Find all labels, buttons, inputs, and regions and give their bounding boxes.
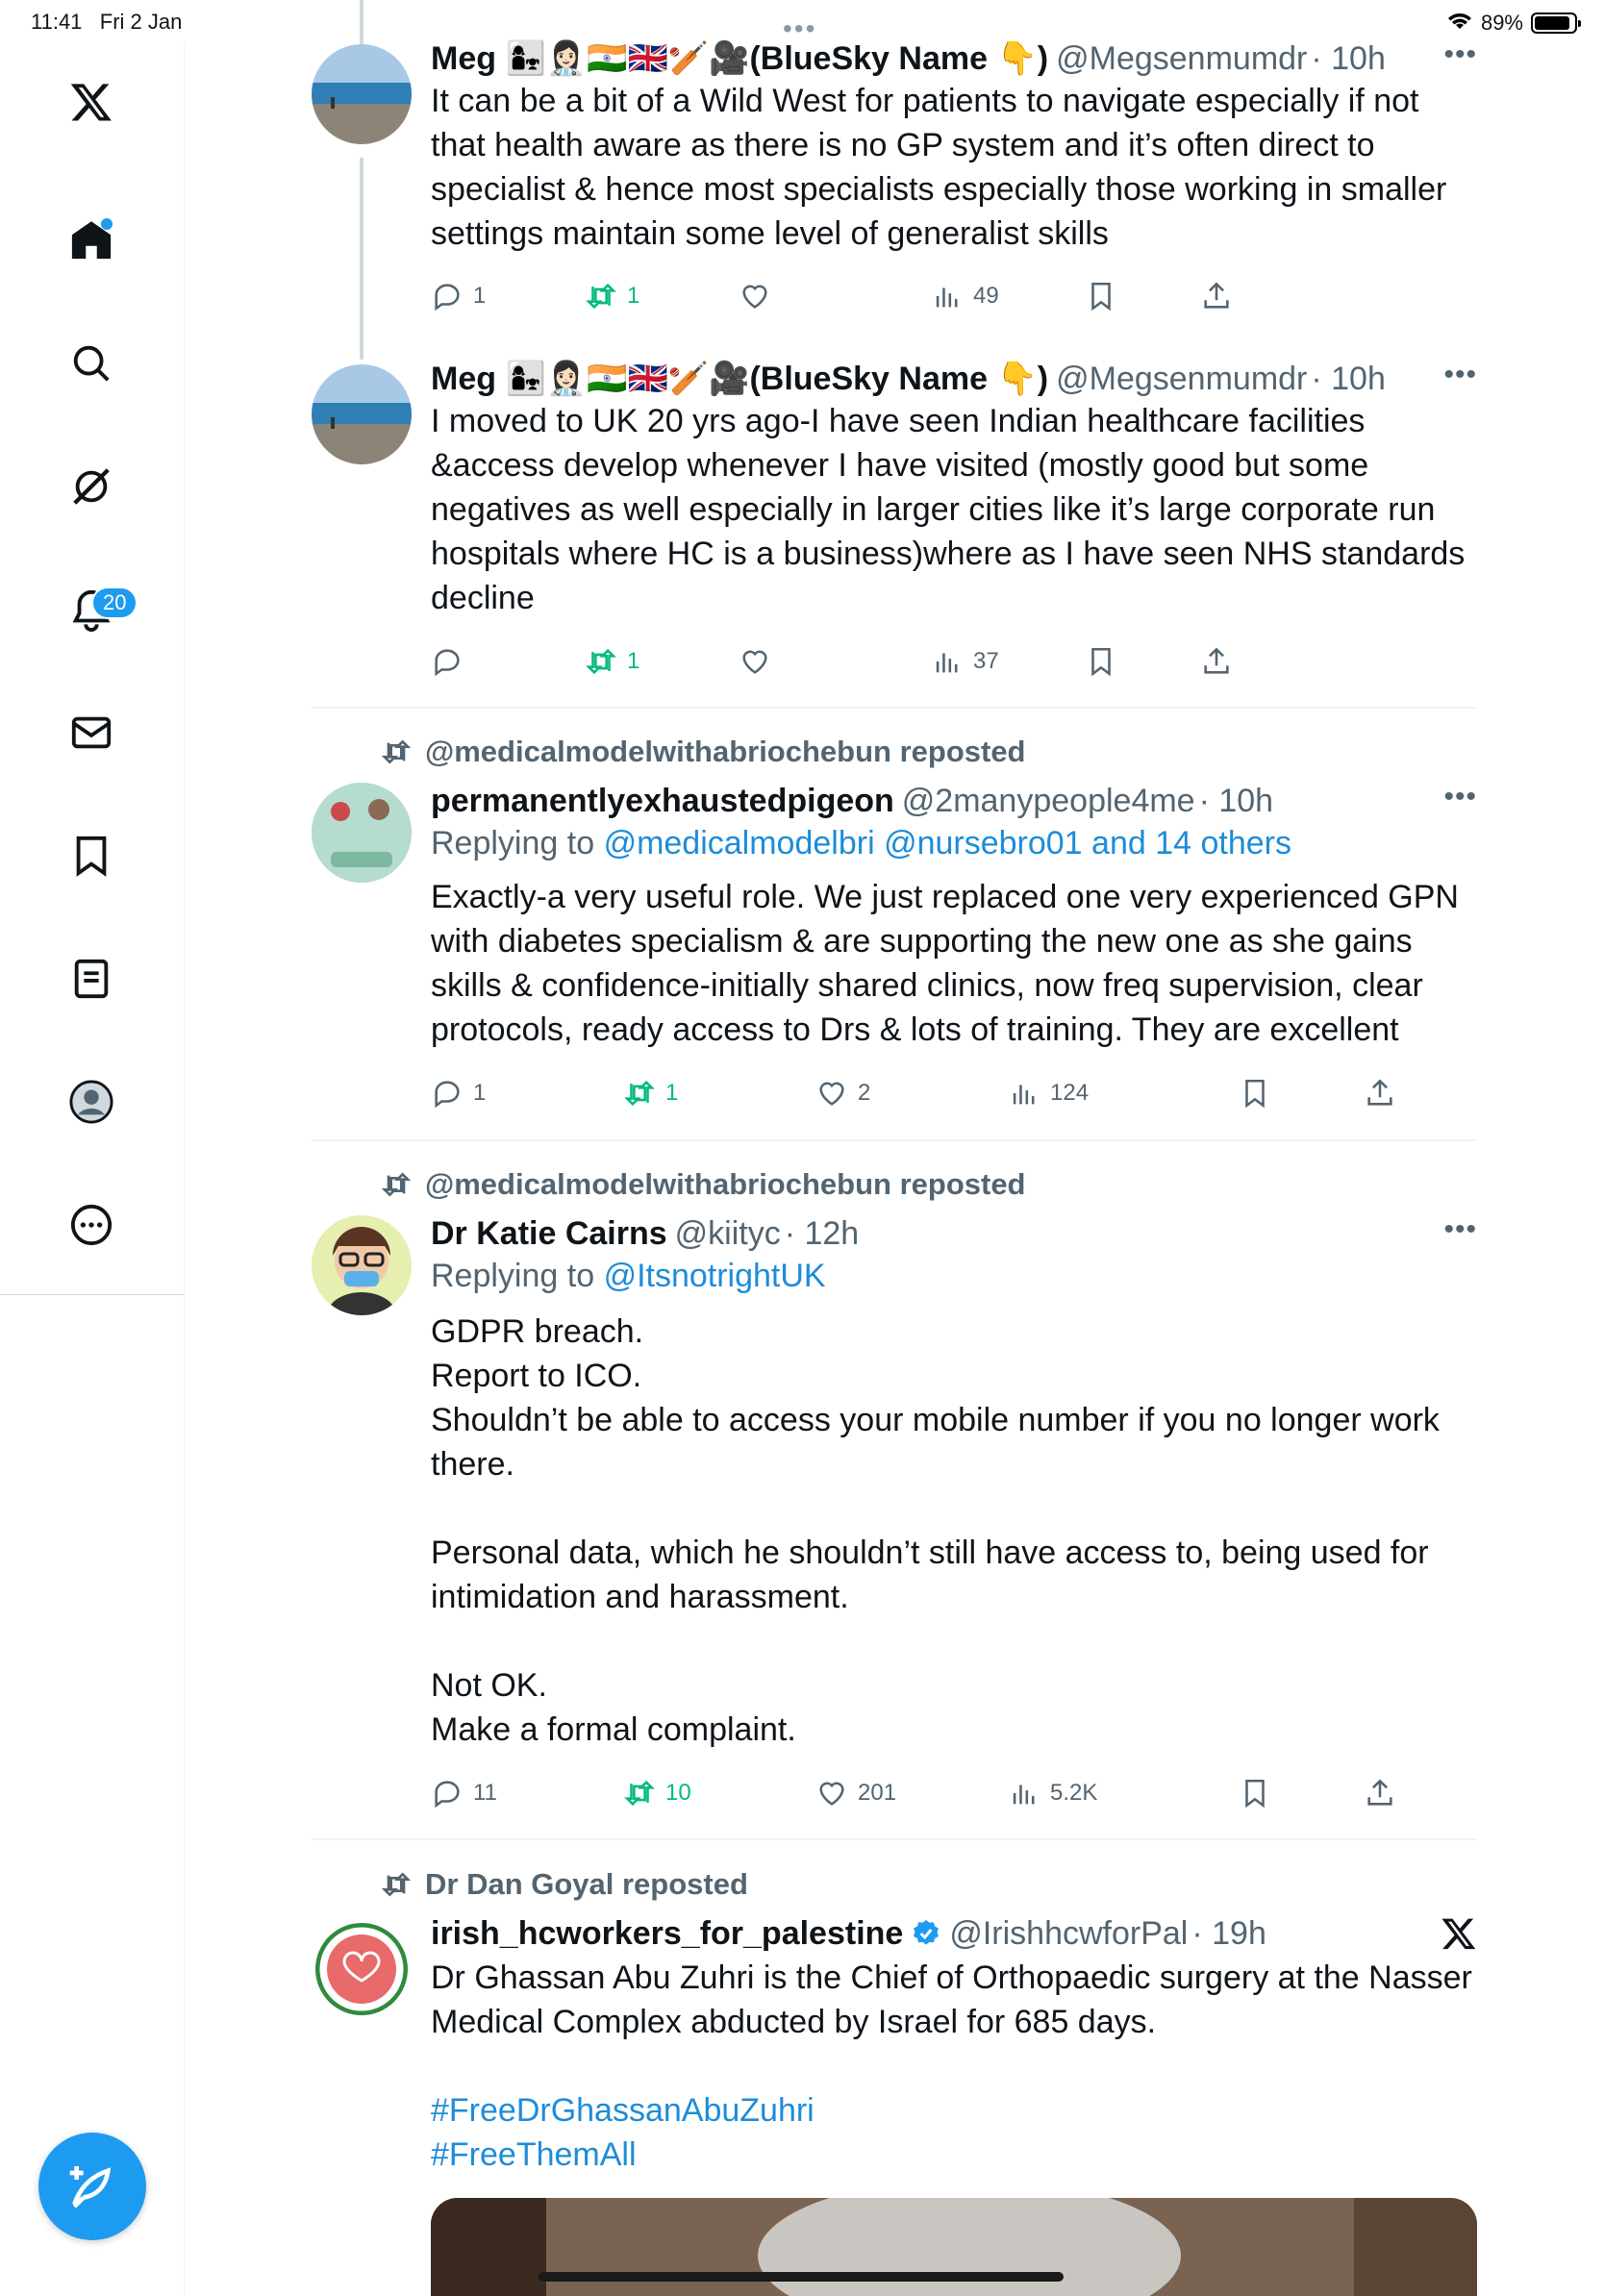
heart-icon (739, 645, 771, 678)
notification-badge: 20 (91, 586, 138, 619)
reply-icon (431, 1777, 464, 1809)
lists-icon (69, 957, 113, 1001)
avatar[interactable] (315, 1923, 408, 2015)
bookmark-button[interactable] (1239, 1069, 1271, 1117)
reply-button[interactable]: 1 (431, 272, 486, 320)
views-icon (1008, 1777, 1040, 1809)
status-time: 11:41 Fri 2 Jan (31, 10, 183, 34)
like-button[interactable] (739, 637, 771, 686)
compose-button[interactable] (38, 2133, 146, 2240)
verified-badge-icon (911, 1918, 941, 1949)
handle[interactable]: @2manypeople4me (901, 783, 1195, 819)
repost-button[interactable]: 1 (623, 1069, 678, 1117)
tweet-header (431, 1213, 1477, 1254)
tweet-text: I moved to UK 20 yrs ago-I have seen Indian healthcare facilities &access develop whenever I have visited (mostly good but some negatives as well especially in larger cities like it’s large corporate run hospitals where HC is a business)where as I have seen NHS standards decline (431, 403, 1466, 616)
avatar[interactable] (312, 1215, 412, 1315)
like-button[interactable]: 2 (815, 1069, 870, 1117)
tweet-text: Dr Ghassan Abu Zuhri is the Chief of Orthopaedic surgery at the Nasser Medical Complex abducted by Israel for 685 days. #FreeDrGhassanAbuZuhri #FreeThemAll (431, 1956, 1477, 2177)
repost-icon (585, 280, 617, 312)
like-button[interactable] (739, 272, 771, 320)
tweet-actions (431, 637, 1296, 686)
share-icon (1364, 1077, 1396, 1110)
repost-button[interactable]: 1 (585, 272, 639, 320)
repost-icon (623, 1077, 656, 1110)
tweet-actions (431, 1069, 1477, 1117)
avatar[interactable] (312, 364, 412, 464)
nav-search[interactable] (53, 325, 130, 402)
repost-button[interactable]: 10 (623, 1769, 691, 1817)
sidebar-divider (0, 1294, 185, 1295)
status-right (1446, 10, 1577, 37)
timestamp[interactable]: · 19h (1191, 1915, 1266, 1952)
divider (312, 1139, 1477, 1141)
display-name[interactable]: Meg 👩‍👧👩🏻‍⚕️🇮🇳🇬🇧🏏🎥(BlueSky Name 👇) (431, 361, 1049, 397)
more-options-icon[interactable]: ••• (1443, 38, 1477, 70)
reply-icon (431, 280, 464, 312)
multitask-handle[interactable]: ••• (783, 13, 817, 43)
more-options-icon[interactable]: ••• (1443, 1213, 1477, 1245)
battery-percent: 89% (1480, 11, 1523, 35)
share-icon (1364, 1777, 1396, 1809)
tweet-text: It can be a bit of a Wild West for patients to navigate especially if not that health aware as there is no GP system and it’s often direct to specialist & hence most specialists especially those working in smaller settings maintain some level of generalist skills (431, 83, 1447, 252)
home-unread-dot (101, 218, 113, 230)
compose-icon (65, 2159, 119, 2213)
tweet-text: Exactly-a very useful role. We just replaced one very experienced GPN with diabetes specialism & are supporting the new one as she gains skills & confidence-initially shared clinics, now freq supervision, clear protocols, ready access to Drs & lots of training. They are excellent (431, 879, 1459, 1048)
tweet-actions (431, 1769, 1477, 1817)
heart-icon (739, 280, 771, 312)
avatar[interactable] (312, 44, 412, 144)
thread-line (360, 158, 363, 360)
replying-to: Replying to @medicalmodelbri @nursebro01 and 14 others (431, 825, 1291, 861)
repost-icon (585, 645, 617, 678)
share-button[interactable] (1364, 1769, 1396, 1817)
repost-icon (623, 1777, 656, 1809)
replying-to-link[interactable]: @medicalmodelbri @nursebro01 and 14 others (603, 825, 1291, 861)
heart-icon (815, 1777, 848, 1809)
replying-to: Replying to @ItsnotrightUK (431, 1258, 826, 1294)
more-icon (69, 1203, 113, 1247)
views-icon (1008, 1077, 1040, 1110)
grok-icon (69, 464, 113, 509)
more-options-icon[interactable]: ••• (1443, 359, 1477, 390)
avatar[interactable] (312, 783, 412, 883)
sidebar (0, 44, 185, 2296)
heart-icon (815, 1077, 848, 1110)
tweet-header (431, 781, 1477, 821)
tweet-header (431, 359, 1477, 399)
timestamp[interactable]: · 10h (1198, 783, 1274, 819)
handle[interactable]: @IrishhcwforPal (949, 1915, 1189, 1952)
nav-bookmarks[interactable] (53, 817, 130, 894)
tweet-actions (431, 272, 1296, 320)
nav-lists[interactable] (53, 940, 130, 1017)
divider (312, 707, 1477, 709)
x-logo-icon (1441, 1915, 1477, 1952)
reply-icon (431, 645, 464, 678)
bookmark-button[interactable] (1239, 1769, 1271, 1817)
handle[interactable]: @Megsenmumdr (1056, 40, 1308, 77)
views-icon (931, 645, 964, 678)
home-indicator[interactable] (539, 2272, 1064, 2282)
profile-icon (69, 1080, 113, 1124)
replying-to-link[interactable]: @ItsnotrightUK (603, 1258, 826, 1294)
timestamp[interactable]: · 10h (1311, 361, 1386, 397)
display-name[interactable]: irish_hcworkers_for_palestine (431, 1915, 904, 1952)
messages-icon (69, 711, 113, 755)
views-button[interactable]: 37 (931, 637, 999, 686)
reply-button[interactable]: 1 (431, 1069, 486, 1117)
hashtag-link[interactable]: #FreeThemAll (431, 2136, 637, 2173)
views-icon (931, 280, 964, 312)
like-button[interactable]: 201 (815, 1769, 896, 1817)
more-options-icon[interactable]: ••• (1443, 781, 1477, 812)
divider (312, 1838, 1477, 1840)
views-button[interactable]: 5.2K (1008, 1769, 1097, 1817)
share-button[interactable] (1364, 1069, 1396, 1117)
repost-icon (381, 1869, 412, 1900)
battery-icon (1531, 12, 1577, 34)
display-name[interactable]: Meg 👩‍👧👩🏻‍⚕️🇮🇳🇬🇧🏏🎥(BlueSky Name 👇) (431, 40, 1049, 77)
repost-context[interactable]: @medicalmodelwithabriochebun reposted (381, 1167, 1026, 1202)
share-button[interactable] (1200, 272, 1233, 320)
timestamp[interactable]: · 10h (1311, 40, 1386, 77)
bookmark-icon (1085, 280, 1117, 312)
views-button[interactable]: 49 (931, 272, 999, 320)
bookmark-icon (1239, 1777, 1271, 1809)
repost-icon (381, 1169, 412, 1200)
views-button[interactable]: 124 (1008, 1069, 1089, 1117)
display-name[interactable]: Dr Katie Cairns (431, 1215, 667, 1252)
share-icon (1200, 280, 1233, 312)
repost-button[interactable]: 1 (585, 637, 639, 686)
nav-more[interactable] (53, 1186, 130, 1263)
bookmark-icon (1085, 645, 1117, 678)
repost-context[interactable]: @medicalmodelwithabriochebun reposted (381, 735, 1026, 769)
nav-messages[interactable] (53, 694, 130, 771)
share-icon (1200, 645, 1233, 678)
nav-profile[interactable] (53, 1063, 130, 1140)
handle[interactable]: @kiityc (674, 1215, 781, 1252)
share-button[interactable] (1200, 637, 1233, 686)
bookmark-button[interactable] (1085, 637, 1117, 686)
repost-icon (381, 736, 412, 767)
bookmarks-icon (69, 834, 113, 878)
reply-button[interactable]: 11 (431, 1769, 497, 1817)
reply-button[interactable] (431, 637, 473, 686)
bookmark-button[interactable] (1085, 272, 1117, 320)
thread-line (360, 0, 363, 44)
search-icon (69, 341, 113, 386)
display-name[interactable]: permanentlyexhaustedpigeon (431, 783, 894, 819)
hashtag-link[interactable]: #FreeDrGhassanAbuZuhri (431, 2092, 815, 2129)
tweet-header (431, 1913, 1477, 1954)
nav-home[interactable] (53, 202, 130, 279)
timestamp[interactable]: · 12h (784, 1215, 860, 1252)
reply-icon (431, 1077, 464, 1110)
wifi-icon (1446, 10, 1473, 37)
tweet-header (431, 38, 1477, 79)
tweet-text: GDPR breach. Report to ICO. Shouldn’t be able to access your mobile number if you no longer work there. Personal data, which he shouldn’t still have access to, being used for intimidation and harassment. Not OK. Make a formal complaint. (431, 1313, 1440, 1748)
repost-context[interactable]: Dr Dan Goyal reposted (381, 1867, 748, 1902)
nav-grok[interactable] (53, 448, 130, 525)
x-logo-button[interactable] (53, 63, 130, 140)
bookmark-icon (1239, 1077, 1271, 1110)
handle[interactable]: @Megsenmumdr (1056, 361, 1308, 397)
x-logo-icon (69, 80, 113, 124)
